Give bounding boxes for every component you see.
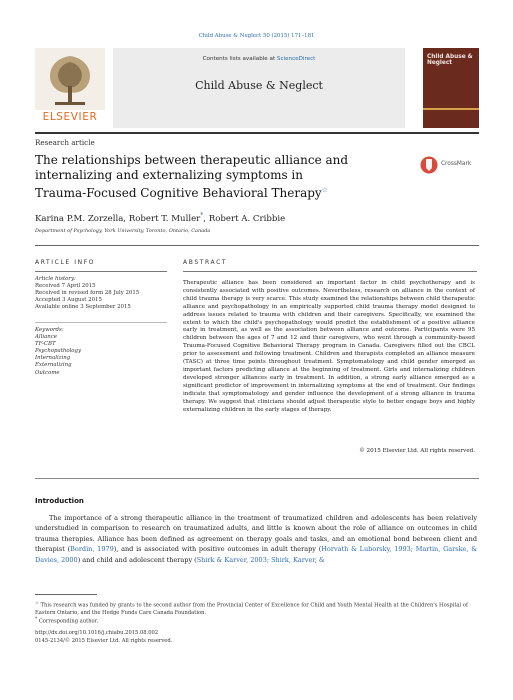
introduction-paragraph <box>35 513 477 565</box>
cover-title: Child Abuse & Neglect <box>427 54 473 67</box>
contents-line <box>113 56 405 62</box>
elsevier-logo[interactable] <box>35 48 105 128</box>
article-title <box>35 153 405 201</box>
history-list <box>35 283 165 311</box>
title-footnote-marker[interactable]: ☆ <box>321 186 328 194</box>
abstract-heading: ABSTRACT <box>183 259 228 266</box>
keywords-list <box>35 334 165 377</box>
citation-link[interactable]: Bordin, 1979 <box>70 545 114 554</box>
footnote-text: Corresponding author. <box>37 618 99 625</box>
history-item: Accepted 3 August 2015 <box>35 297 102 304</box>
author-list <box>35 212 285 224</box>
contents-prefix: Contents lists available at <box>202 56 277 62</box>
title-line-1: The relationships between therapeutic alliance and <box>35 153 349 167</box>
title-line-3 <box>35 183 405 201</box>
masthead-rule <box>35 132 479 134</box>
intro-text-part: ) and child and adolescent therapy ( <box>77 555 197 564</box>
intro-text-part: The importance of a strong therapeutic alliance in the treatment of traumatized children and adolescents has been relatively understudied in comparison to research on traumatized adults, and little is known about the role of alliance on outcomes in child trauma therapies. Alliance has been defined as agreement on therapy goals and tasks, and an emotional bond between client and therapist ( <box>35 514 477 554</box>
keyword-item: TF-CBT <box>35 341 56 348</box>
footnote-marker: ☆ <box>35 601 39 606</box>
intro-text-part: ), and is associated with positive outcomes in adult therapy ( <box>113 545 322 554</box>
doi-link[interactable]: http://dx.doi.org/10.1016/j.chiabu.2015.08.002 <box>35 630 159 636</box>
journal-reference[interactable]: Child Abuse & Neglect 50 (2015) 171–181 <box>198 33 315 39</box>
abstract-copyright: © 2015 Elsevier Ltd. All rights reserved. <box>359 448 475 454</box>
author-1[interactable]: Karina P.M. Zorzella, <box>35 213 129 224</box>
crossmark-badge[interactable] <box>420 155 480 177</box>
keywords-label: Keywords: <box>35 327 64 333</box>
article-info-heading: ARTICLE INFO <box>35 259 96 266</box>
cover-stripe <box>423 108 479 110</box>
journal-cover-thumbnail[interactable] <box>423 48 479 128</box>
abstract-bottom-rule <box>35 478 479 479</box>
footnote-rule <box>35 594 97 595</box>
citation-link[interactable]: Shirk & Karver, 2003; Shirk, Karver, & <box>196 555 325 564</box>
keywords-rule <box>35 322 167 323</box>
corresponding-footnote <box>35 616 477 626</box>
footnote-text: This research was funded by grants to the second author from the Provincial Center of Excellence for Child and Youth Mental Health at the Children's Hospital of Eastern Ontario, and the Hedge Funds Care Canada Foundation. <box>35 602 468 616</box>
author-2[interactable]: Robert T. Muller <box>128 213 201 224</box>
publisher-name: ELSEVIER <box>42 111 98 123</box>
journal-masthead <box>35 48 479 128</box>
keyword-item: Psychopathology <box>35 348 82 355</box>
issn-line: 0145-2134/© 2015 Elsevier Ltd. All rights reserved. <box>35 638 173 644</box>
crossmark-label: CrossMark <box>441 161 472 167</box>
keywords-block <box>35 327 165 377</box>
abstract-rule <box>183 271 477 272</box>
elsevier-tree-icon <box>35 48 105 110</box>
article-info-rule <box>35 271 167 272</box>
author-3[interactable]: , Robert A. Cribbie <box>203 213 286 224</box>
affiliation: Department of Psychology, York University, Toronto, Ontario, Canada <box>35 228 211 234</box>
history-label: Article history: <box>35 276 76 282</box>
abstract-text: Therapeutic alliance has been considered an important factor in child psychotherapy and is consistently associated with positive outcomes. Nevertheless, research on alliance in the context of child trauma therapy is very scarce. This study examined the relationships between child therapeutic alliance and psychopathology in an empirically supported child trauma therapy model designed to address issues related to trauma with children and their caregivers. Specifically, we examined the extent to which the child's psychopathology would predict the establishment of a positive alliance early in treatment, as well as the association between alliance and outcome. Participants were 95 children between the ages of 7 and 12 and their caregivers, who went through a community-based Trauma-Focused Cognitive Behavioral Therapy program in Canada. Caregivers filled out the CBCL prior to assessment and following treatment. Children and therapists completed an alliance measure (TASC) at three time points throughout treatment. Symptomatology and child gender emerged as important factors predicting alliance at the beginning of treatment. Girls and internalizing children developed stronger alliances early in treatment. In addition, a strong early alliance emerged as a significant predictor of improvement in internalizing symptoms at the end of treatment. Our findings indicate that symptomatology and gender influence the development of a strong alliance in trauma therapy. We suggest that clinicians should adjust therapeutic style to better engage boys and highly externalizing children in the early stages of therapy. <box>183 280 475 413</box>
corresponding-author-marker[interactable]: * <box>200 212 204 219</box>
funding-footnote <box>35 600 477 617</box>
history-item: Received in revised form 28 July 2015 <box>35 290 140 297</box>
sciencedirect-link[interactable]: ScienceDirect <box>276 56 316 62</box>
journal-title: Child Abuse & Neglect <box>195 79 323 92</box>
article-type: Research article <box>35 138 95 147</box>
crossmark-icon <box>420 155 438 175</box>
introduction-heading: Introduction <box>35 497 84 505</box>
title-line-2: internalizing and externalizing symptoms in <box>35 168 303 182</box>
keyword-item: Externalizing <box>35 362 72 369</box>
history-item: Available online 3 September 2015 <box>35 304 131 311</box>
keyword-item: Alliance <box>35 334 57 341</box>
title-line-3-text: Trauma-Focused Cognitive Behavioral Therapy <box>35 186 322 200</box>
header-rule <box>35 245 479 246</box>
article-history <box>35 276 165 311</box>
keyword-item: Outcome <box>35 369 60 376</box>
keyword-item: Internalizing <box>35 355 71 362</box>
history-item: Received 7 April 2015 <box>35 283 96 290</box>
footnote-marker: * <box>35 617 38 622</box>
citation-link[interactable]: Horvath & Luborsky, 1993; Martin, Garske, & Davies, 2000 <box>35 545 477 564</box>
